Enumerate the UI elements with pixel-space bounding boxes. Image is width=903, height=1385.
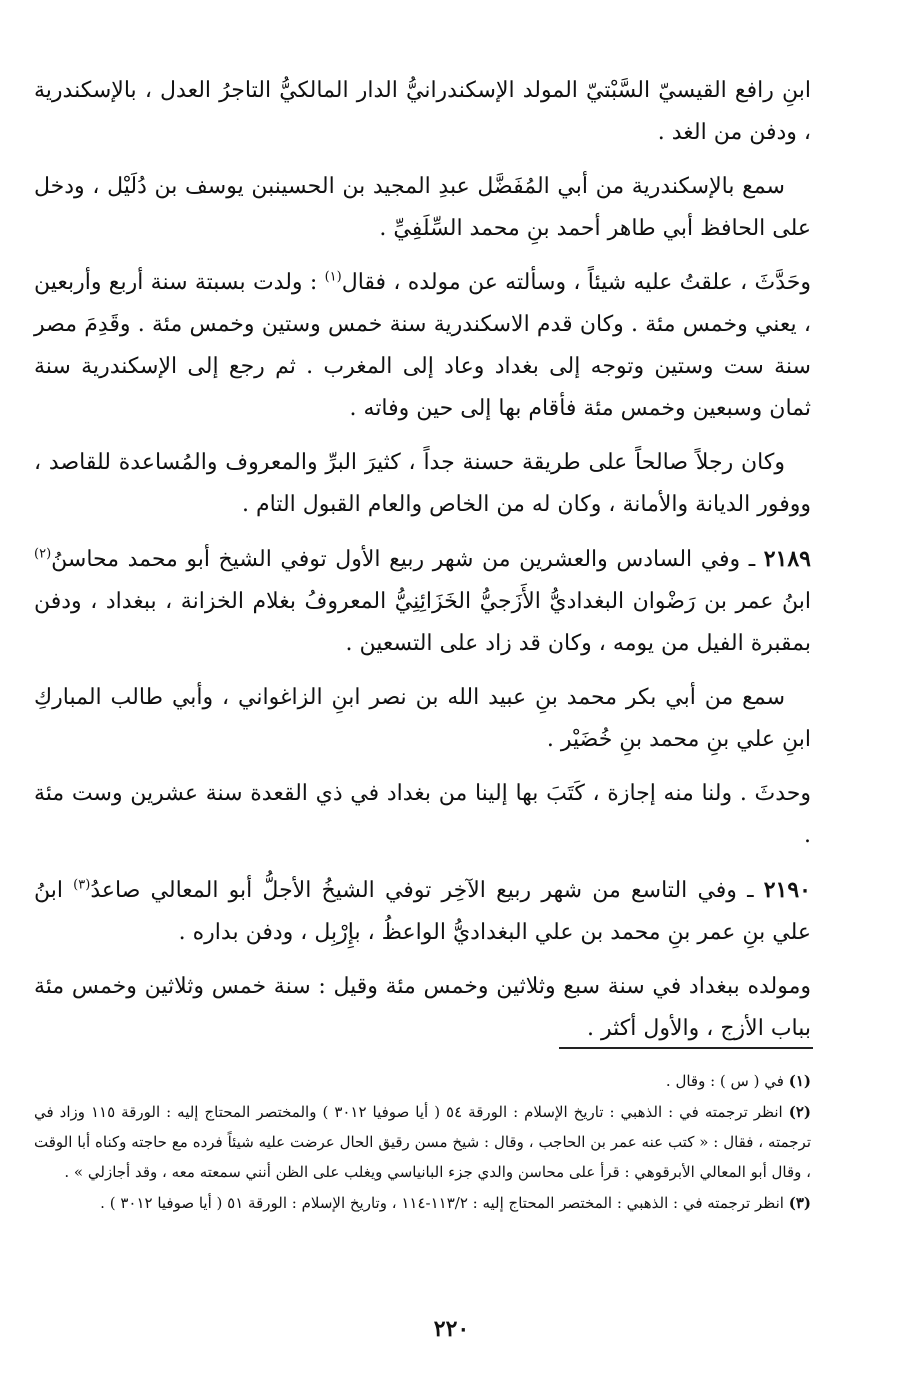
footnote-2 bbox=[34, 1097, 811, 1187]
footnote-text: في ( س ) : وقال . bbox=[665, 1072, 784, 1090]
paragraph-text: سمع بالإسكندرية من أبي المُفَضَّل عبدِ المجيد بن الحسينبن يوسف بن دُلَيْل ، ودخل على الحافظ أبي طاهر أحمد بنِ محمد السِّلَفِيِّ . bbox=[34, 174, 811, 241]
footnote-reference: (١) bbox=[324, 269, 342, 285]
footnote-reference: (٣) bbox=[73, 877, 91, 893]
paragraph-text: وكان رجلاً صالحاً على طريقة حسنة جداً ، كثيرَ البرِّ والمعروف والمُساعدة للقاصد ، ووفور الديانة والأمانة ، وكان له من الخاص والعام القبول التام . bbox=[34, 450, 811, 517]
entry-number: ٢١٩٠ bbox=[763, 877, 811, 903]
paragraph-character bbox=[34, 442, 811, 526]
paragraph-text: ابنِ رافع القيسيّ السَّبْتيّ المولد الإسكندرانيُّ الدار المالكيُّ التاجرُ العدل ، بالإسكندرية ، ودفن من الغد . bbox=[34, 78, 811, 145]
paragraph-hearing bbox=[34, 677, 811, 761]
footnote-number: (٣) bbox=[788, 1194, 811, 1212]
main-text bbox=[34, 70, 811, 1062]
paragraph-text: وحَدَّثَ ، علقتُ عليه شيئاً ، وسألته عن مولده ، فقال bbox=[341, 270, 811, 295]
paragraph-hearing bbox=[34, 166, 811, 250]
entry-2190 bbox=[34, 869, 811, 954]
footnote-reference: (٢) bbox=[34, 546, 52, 562]
paragraph-text: ابنُ عمر بن رَضْوان البغداديُّ الأَزَجيُّ الخَزَائِنِيُّ المعروفُ بغلام الخزانة ، ببغداد ، ودفن بمقبرة الفيل من يومه ، وكان قد زاد على التسعين . bbox=[34, 589, 811, 656]
page-number: ٢٢٠ bbox=[433, 1316, 470, 1342]
paragraph-text: : ولدت بسبتة سنة أربع وأربعين ، يعني وخمس مئة . وكان قدم الاسكندرية سنة خمس وستين وخمس مئة . وقَدِمَ مصر سنة ست وستين وتوجه إلى بغداد وعاد إلى المغرب . ثم رجع إلى الإسكندرية سنة ثمان وسبعين وخمس مئة فأقام بها إلى حين وفاته . bbox=[34, 270, 811, 421]
footnotes-section bbox=[34, 1066, 811, 1219]
paragraph-ijaza bbox=[34, 773, 811, 857]
paragraph-text: سمع من أبي بكر محمد بنِ عبيد الله بن نصر ابنِ الزاغواني ، وأبي طالب المباركِ ابنِ علي بنِ محمد بنِ خُضَيْر . bbox=[34, 685, 811, 752]
footnote-number: (٢) bbox=[788, 1103, 811, 1121]
paragraph-text: ـ وفي التاسع من شهر ربيع الآخِر توفي الشيخُ الأجلُّ أبو المعالي صاعدُ bbox=[90, 878, 764, 903]
entry-number: ٢١٨٩ bbox=[763, 546, 811, 572]
paragraph-text: ـ وفي السادس والعشرين من شهر ربيع الأول توفي الشيخ أبو محمد محاسنُ bbox=[51, 547, 764, 572]
paragraph-continuation bbox=[34, 70, 811, 154]
footnote-text: انظر ترجمته في : الذهبي : المختصر المحتاج إليه : ١١٣/٢-١١٤ ، وتاريخ الإسلام : الورقة ٥١ ( أيا صوفيا ٣٠١٢ ) . bbox=[100, 1194, 784, 1212]
paragraph-birth bbox=[34, 966, 811, 1050]
footnote-3 bbox=[34, 1188, 811, 1218]
entry-2189 bbox=[34, 538, 811, 665]
footnote-1 bbox=[34, 1066, 811, 1096]
paragraph-text: وحدثَ . ولنا منه إجازة ، كَتَبَ بها إلينا من بغداد في ذي القعدة سنة عشرين وست مئة . bbox=[34, 781, 811, 848]
footnote-text: انظر ترجمته في : الذهبي : تاريخ الإسلام : الورقة ٥٤ ( أيا صوفيا ٣٠١٢ ) والمختصر المحتاج إليه : الورقة ١١٥ وزاد في ترجمته ، فقال : « كتب عنه عمر بن الحاجب ، وقال : شيخ مسن رقيق الحال عرضت عليه شيئاً فرده مع حاجته وكناه أبا الوقت ، وقال أبو المعالي الأبرقوهي : قرأ على محاسن والدي جزء البانياسي ويغلب على الظن أنني سمعته معه ، وقد أجازلي » . bbox=[34, 1103, 811, 1181]
paragraph-text: ومولده ببغداد في سنة سبع وثلاثين وخمس مئة وقيل : سنة خمس وثلاثين وخمس مئة بباب الأزج ، والأول أكثر . bbox=[34, 974, 811, 1041]
paragraph-narration bbox=[34, 262, 811, 430]
footnote-divider bbox=[559, 1047, 813, 1049]
footnote-number: (١) bbox=[788, 1072, 811, 1090]
paragraph-text: ابنُ علي بنِ عمر بنِ محمد بن علي البغداديُّ الواعظُ ، بإِرْبِل ، ودفن بداره . bbox=[34, 878, 811, 945]
